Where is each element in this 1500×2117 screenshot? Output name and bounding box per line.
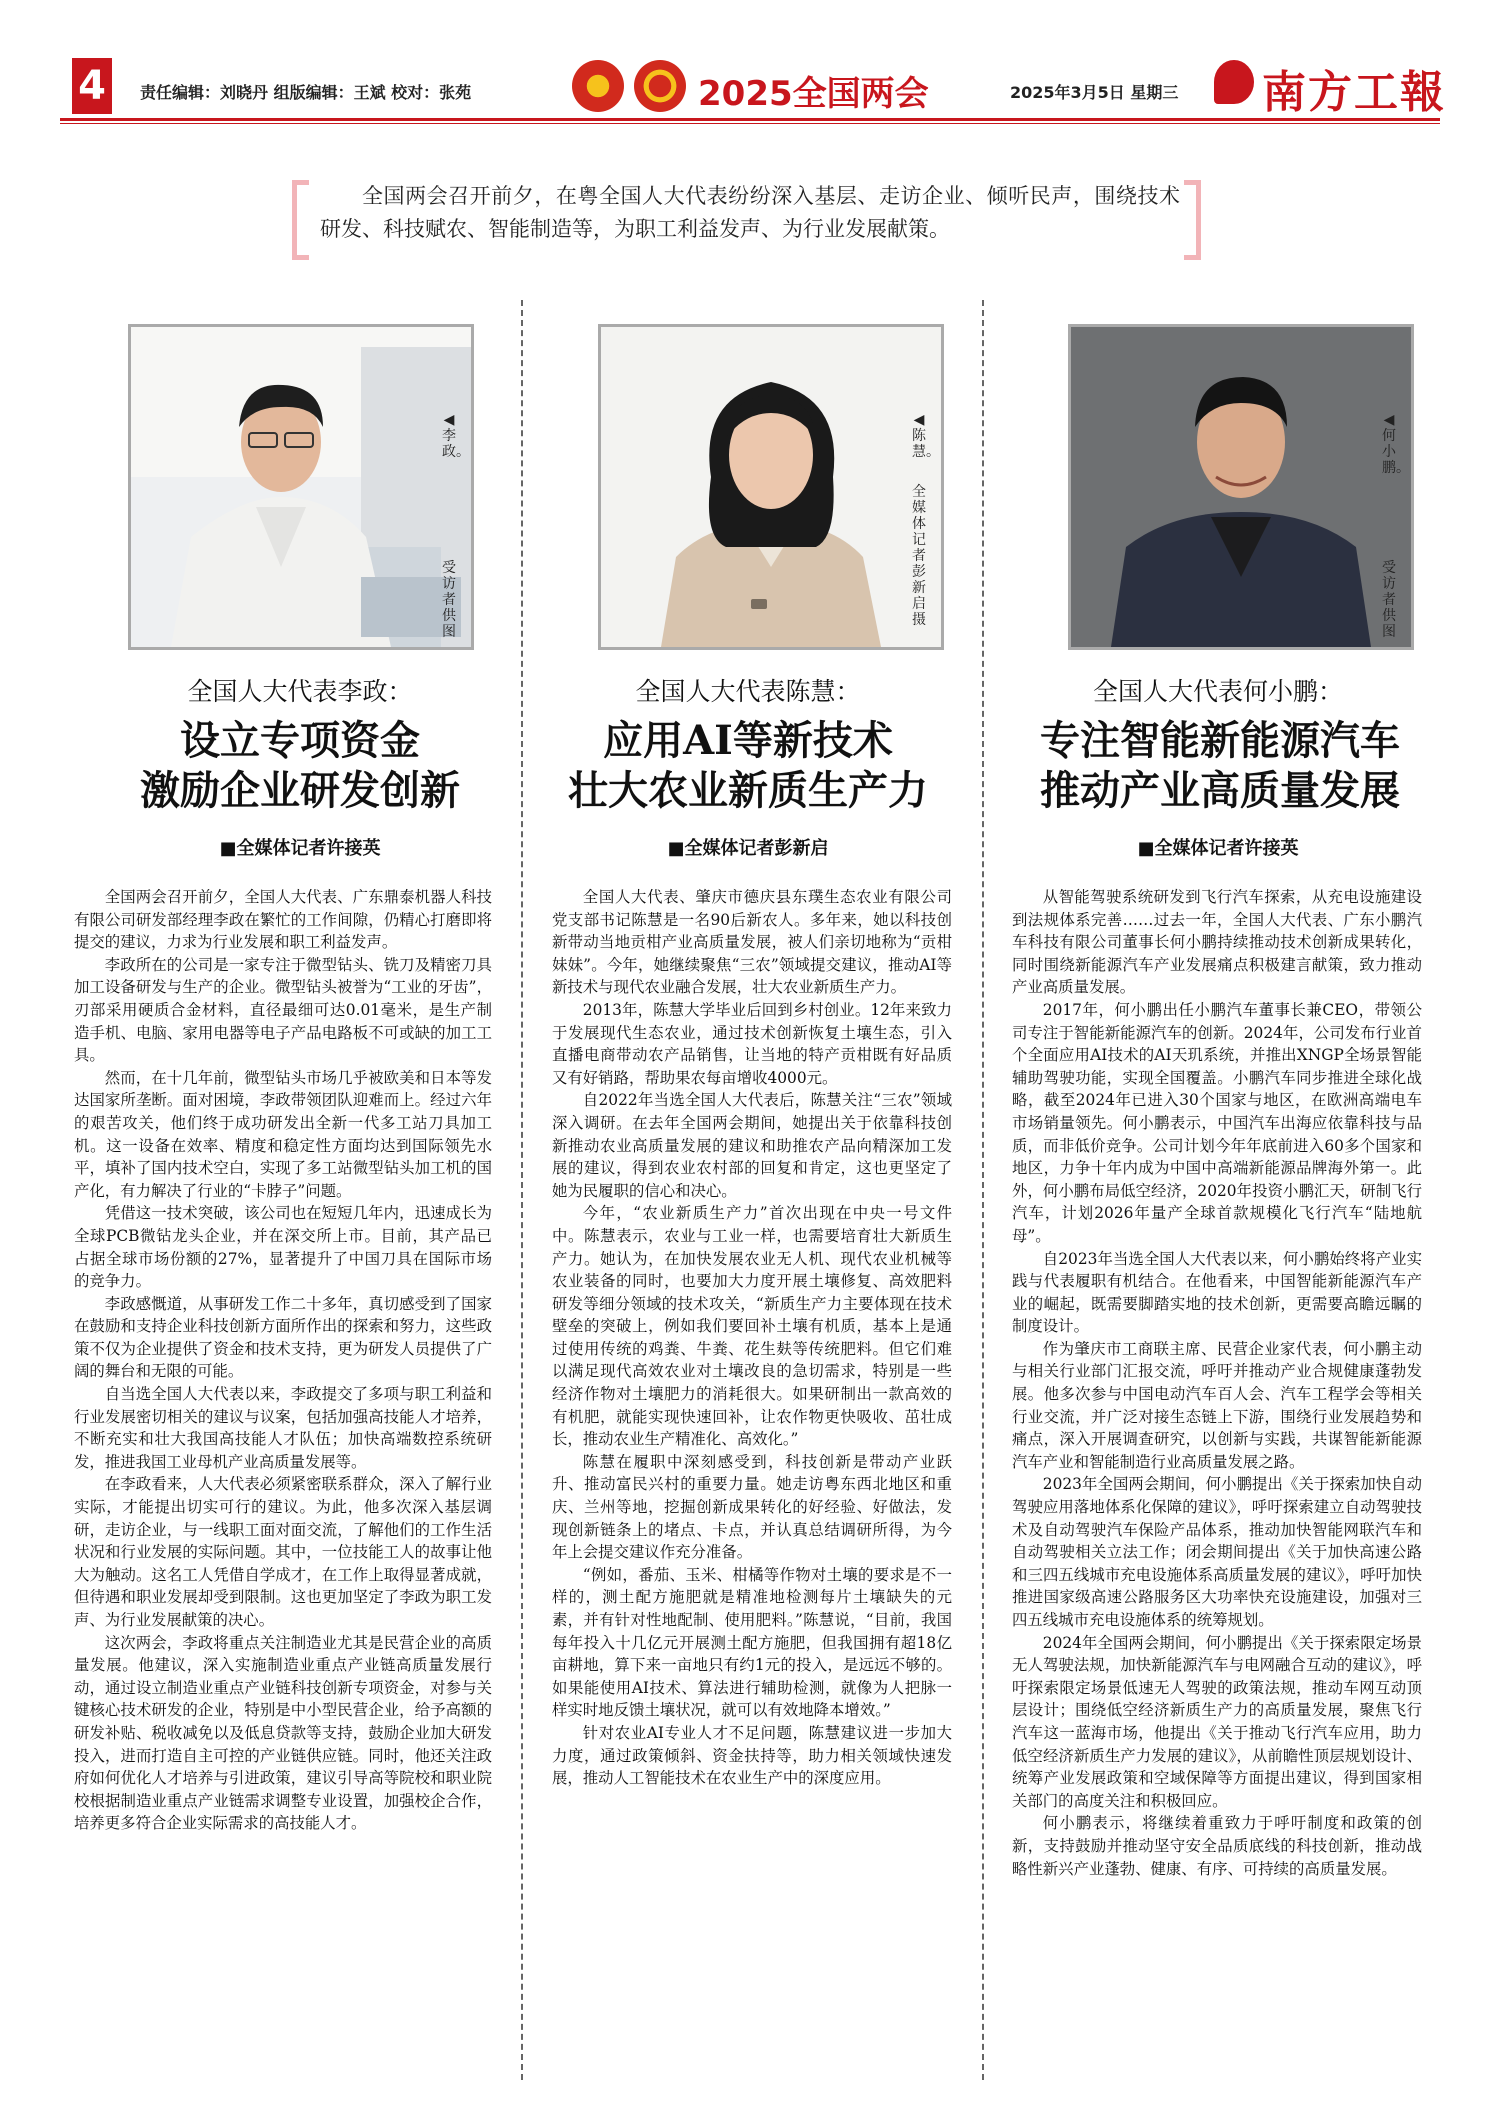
newspaper-logo-icon xyxy=(1214,60,1254,104)
session-title: 2025全国两会 xyxy=(698,74,929,114)
photo-caption-name: ◀何小鹏。 xyxy=(1382,412,1410,476)
headline-line: 专注智能新能源汽车 xyxy=(1040,717,1400,764)
article-byline: ■全媒体记者许接英 xyxy=(219,838,381,859)
header-rule-thin xyxy=(60,123,1440,124)
article-kicker: 全国人大代表陈慧： xyxy=(635,677,861,706)
article-paragraph: 全国人大代表、肇庆市德庆县东璞生态农业有限公司党支部书记陈慧是一名90后新农人。多年来，她以科技创新带动当地贡柑产业高质量发展，被人们亲切地称为“贡柑妹妹”。今年，她继续聚焦“三农”领域提交建议，推动AI等新技术与现代农业融合发展，壮大农业新质生产力。 xyxy=(552,888,952,997)
editors-line: 责任编辑：刘晓丹 组版编辑：王斌 校对：张苑 xyxy=(140,83,472,102)
article-paragraph: 陈慧在履职中深刻感受到，科技创新是带动产业跃升、推动富民兴村的重要力量。她走访粤东西北地区和重庆、兰州等地，挖掘创新成果转化的好经验、好做法，发现创新链条上的堵点、卡点，并认真总结调研所得，为今年上会提交建议作充分准备。 xyxy=(552,1452,952,1562)
column-divider xyxy=(982,300,984,2080)
intro-text: 全国两会召开前夕，在粤全国人大代表纷纷深入基层、走访企业、倾听民声，围绕技术研发、科技赋农、智能制造等，为职工利益发声、为行业发展献策。 xyxy=(320,184,1180,241)
issue-date: 2025年3月5日 星期三 xyxy=(1010,83,1179,102)
photo-li-zheng xyxy=(128,324,474,650)
headline-line: 设立专项资金 xyxy=(180,717,420,764)
article-paragraph: 然而，在十几年前，微型钻头市场几乎被欧美和日本等发达国家所垄断。面对困境，李政带领团队迎难而上。经过六年的艰苦攻关，他们终于成功研发出全新一代多工站刀具加工机。这一设备在效率、精度和稳定性方面均达到国际领先水平，填补了国内技术空白，实现了多工站微型钻头加工机的国产化，有力解决了行业的“卡脖子”问题。 xyxy=(74,1068,492,1200)
article-body xyxy=(552,886,952,1790)
article-paragraph: 在李政看来，人大代表必须紧密联系群众，深入了解行业实际，才能提出切实可行的建议。为此，他多次深入基层调研，走访企业，与一线职工面对面交流，了解他们的工作生活状况和行业发展的实际问题。其中，一位技能工人的故事让他大为触动。这名工人凭借自学成才，在工作上取得显著成就，但待遇和职业发展却受到限制。这也更加坚定了李政为职工发声、为行业发展献策的决心。 xyxy=(74,1475,492,1629)
article-paragraph: 何小鹏表示，将继续着重致力于呼吁制度和政策的创新，支持鼓励并推动坚守安全品质底线的科技创新，推动战略性新兴产业蓬勃、健康、有序、可持续的高质量发展。 xyxy=(1012,1814,1422,1878)
column-divider xyxy=(521,300,523,2080)
headline-line: 激励企业研发创新 xyxy=(140,767,460,814)
article-paragraph: “例如，番茄、玉米、柑橘等作物对土壤的要求是不一样的，测土配方施肥就是精准地检测每片土壤缺失的元素，并有针对性地配制、使用肥料。”陈慧说，“目前，我国每年投入十几亿元开展测土配方施肥，但我国拥有超18亿亩耕地，算下来一亩地只有约1元的投入，是远远不够的。如果能使用AI技术、算法进行辅助检测，就像为人把脉一样实时地反馈土壤状况，就可以有效地降本增效。” xyxy=(552,1565,952,1720)
article-paragraph: 自2023年当选全国人大代表以来，何小鹏始终将产业实践与代表履职有机结合。在他看来，中国智能新能源汽车产业的崛起，既需要脚踏实地的技术创新，更需要高瞻远瞩的制度设计。 xyxy=(1012,1249,1422,1336)
photo-chen-hui xyxy=(598,324,944,650)
article-paragraph: 今年，“农业新质生产力”首次出现在中央一号文件中。陈慧表示，农业与工业一样，也需要培育壮大新质生产力。她认为，在加快发展农业无人机、现代农业机械等农业装备的同时，也要加大力度开展土壤修复、高效肥料研发等细分领域的技术攻关，“新质生产力主要体现在技术壁垒的突破上，例如我们要回补土壤有机质，基本上是通过使用传统的鸡粪、牛粪、花生麸等传统肥料。但它们难以满足现代高效农业对土壤改良的急切需求，特别是一些经济作物对土壤肥力的消耗很大。如果研制出一款高效的有机肥，就能实现快速回补，让农作物更快吸收、茁壮成长，推动农业生产精准化、高效化。” xyxy=(552,1204,952,1449)
article-byline: ■全媒体记者许接英 xyxy=(1137,838,1299,859)
article-paragraph: 2024年全国两会期间，何小鹏提出《关于探索限定场景无人驾驶法规，加快新能源汽车与电网融合互动的建议》，呼吁探索限定场景低速无人驾驶的政策法规，推动车网互动顶层设计；围绕低空经济新质生产力的高质量发展，聚焦飞行汽车这一蓝海市场，他提出《关于推动飞行汽车应用，助力低空经济新质生产力发展的建议》，从前瞻性顶层规划设计、统筹产业发展政策和空域保障等方面提出建议，得到国家相关部门的高度关注和积极回应。 xyxy=(1012,1633,1422,1810)
article-headline xyxy=(528,716,968,816)
article-paragraph: 2013年，陈慧大学毕业后回到乡村创业。12年来致力于发展现代生态农业，通过技术创新恢复土壤生态，引入直播电商带动农产品销售，让当地的特产贡柑既有好品质又有好销路，帮助果农每亩增收4000元。 xyxy=(552,1000,952,1087)
cppcc-emblem-icon xyxy=(634,60,686,112)
intro-bracket-right xyxy=(1184,180,1201,260)
header-rule xyxy=(60,118,1440,121)
photo-caption-name: ◀李政。 xyxy=(442,412,470,460)
article-paragraph: 自当选全国人大代表以来，李政提交了多项与职工利益和行业发展密切相关的建议与议案，包括加强高技能人才培养，不断充实和壮大我国高技能人才队伍；加快高端数控系统研发，推进我国工业母机产业高质量发展等。 xyxy=(74,1385,492,1471)
article-byline: ■全媒体记者彭新启 xyxy=(667,838,829,859)
article-paragraph: 李政所在的公司是一家专注于微型钻头、铣刀及精密刀具加工设备研发与生产的企业。微型钻头被誉为“工业的牙齿”，刃部采用硬质合金材料，直径最细可达0.01毫米，是生产制造手机、电脑、家用电器等电子产品电路板不可或缺的加工工具。 xyxy=(74,955,492,1065)
article-paragraph: 从智能驾驶系统研发到飞行汽车探索，从充电设施建设到法规体系完善……过去一年，全国人大代表、广东小鹏汽车科技有限公司董事长何小鹏持续推动技术创新成果转化，同时围绕新能源汽车产业发展痛点积极建言献策，致力推动产业高质量发展。 xyxy=(1012,888,1422,997)
article-paragraph: 自2022年当选全国人大代表后，陈慧关注“三农”领域深入调研。在去年全国两会期间，她提出关于依靠科技创新推动农业高质量发展的建议和助推农产品向精深加工发展的建议，得到农业农村部的回复和肯定，这也更坚定了她为民履职的信心和决心。 xyxy=(552,1091,952,1200)
headline-line: 壮大农业新质生产力 xyxy=(568,767,928,814)
newspaper-logo: 南方工報 xyxy=(1262,67,1446,118)
national-emblem-icon xyxy=(572,60,624,112)
article-kicker: 全国人大代表李政： xyxy=(187,677,413,706)
article-paragraph: 凭借这一技术突破，该公司也在短短几年内，迅速成长为全球PCB微钻龙头企业，并在深交所上市。目前，其产品已占据全球市场份额的27%，显著提升了中国刀具在国际市场的竞争力。 xyxy=(74,1204,492,1291)
photo-caption-name: ◀陈慧。 xyxy=(912,412,940,460)
photo-caption-credit: 全媒体记者彭新启摄 xyxy=(912,484,926,628)
article-kicker: 全国人大代表何小鹏： xyxy=(1092,677,1343,706)
article-headline xyxy=(1000,716,1440,816)
photo-caption-credit: 受访者供图 xyxy=(442,560,456,640)
article-paragraph: 李政感慨道，从事研发工作二十多年，真切感受到了国家在鼓励和支持企业科技创新方面所作出的探索和努力，这些政策不仅为企业提供了资金和技术支持，更为研发人员提供了广阔的舞台和无限的可能。 xyxy=(74,1294,492,1381)
intro-bracket-left xyxy=(292,180,309,260)
headline-line: 应用AI等新技术 xyxy=(603,717,893,764)
article-paragraph: 全国两会召开前夕，全国人大代表、广东鼎泰机器人科技有限公司研发部经理李政在繁忙的工作间隙，仍精心打磨即将提交的建议，力求为行业发展和职工利益发声。 xyxy=(74,888,492,952)
article-paragraph: 针对农业AI专业人才不足问题，陈慧建议进一步加大力度，通过政策倾斜、资金扶持等，助力相关领域快速发展，推动人工智能技术在农业生产中的深度应用。 xyxy=(552,1723,952,1788)
article-paragraph: 2017年，何小鹏出任小鹏汽车董事长兼CEO，带领公司专注于智能新能源汽车的创新。2024年，公司发布行业首个全面应用AI技术的AI天玑系统，并推出XNGP全场景智能辅助驾驶功能，实现全国覆盖。小鹏汽车同步推进全球化战略，截至2024年已进入30个国家与地区，在欧洲高端电车市场销量领先。何小鹏表示，中国汽车出海应依靠科技与品质，而非低价竞争。公司计划今年年底前进入60多个国家和地区，力争十年内成为中国中高端新能源品牌海外第一。此外，何小鹏布局低空经济，2020年投资小鹏汇天，研制飞行汽车，计划2026年量产全球首款规模化飞行汽车“陆地航母”。 xyxy=(1012,1000,1422,1245)
photo-he-xiaopeng xyxy=(1068,324,1414,650)
photo-caption-credit: 受访者供图 xyxy=(1382,560,1396,640)
article-body xyxy=(1012,886,1422,1880)
article-paragraph: 这次两会，李政将重点关注制造业尤其是民营企业的高质量发展。他建议，深入实施制造业重点产业链高质量发展行动，通过设立制造业重点产业链科技创新专项资金，对参与关键核心技术研发的企业，特别是中小型民营企业，给予高额的研发补贴、税收减免以及低息贷款等支持，鼓励企业加大研发投入，进而打造自主可控的产业链供应链。同时，他还关注政府如何优化人才培养与引进政策，建议引导高等院校和职业院校根据制造业重点产业链需求调整专业设置，加强校企合作，培养更多符合企业实际需求的高技能人才。 xyxy=(74,1633,492,1833)
article-paragraph: 作为肇庆市工商联主席、民营企业家代表，何小鹏主动与相关行业部门汇报交流，呼吁并推动产业合规健康蓬勃发展。他多次参与中国电动汽车百人会、汽车工程学会等相关行业交流，并广泛对接生态链上下游，围绕行业发展趋势和痛点，深入开展调查研究，以创新与实践，共谋智能新能源汽车产业和智能制造行业高质量发展之路。 xyxy=(1012,1339,1422,1471)
article-paragraph: 2023年全国两会期间，何小鹏提出《关于探索加快自动驾驶应用落地体系化保障的建议》，呼吁探索建立自动驾驶技术及自动驾驶汽车保险产品体系，推动加快智能网联汽车和自动驾驶相关立法工作；闭会期间提出《关于加快高速公路和三四五线城市充电设施体系高质量发展的建议》，呼吁加快推进国家级高速公路服务区大功率快充设施建设，加强对三四五线城市充电设施体系的统筹规划。 xyxy=(1012,1475,1422,1629)
headline-line: 推动产业高质量发展 xyxy=(1040,767,1400,814)
article-headline xyxy=(80,716,520,816)
article-body xyxy=(74,886,492,1835)
page-number: 4 xyxy=(72,58,112,114)
